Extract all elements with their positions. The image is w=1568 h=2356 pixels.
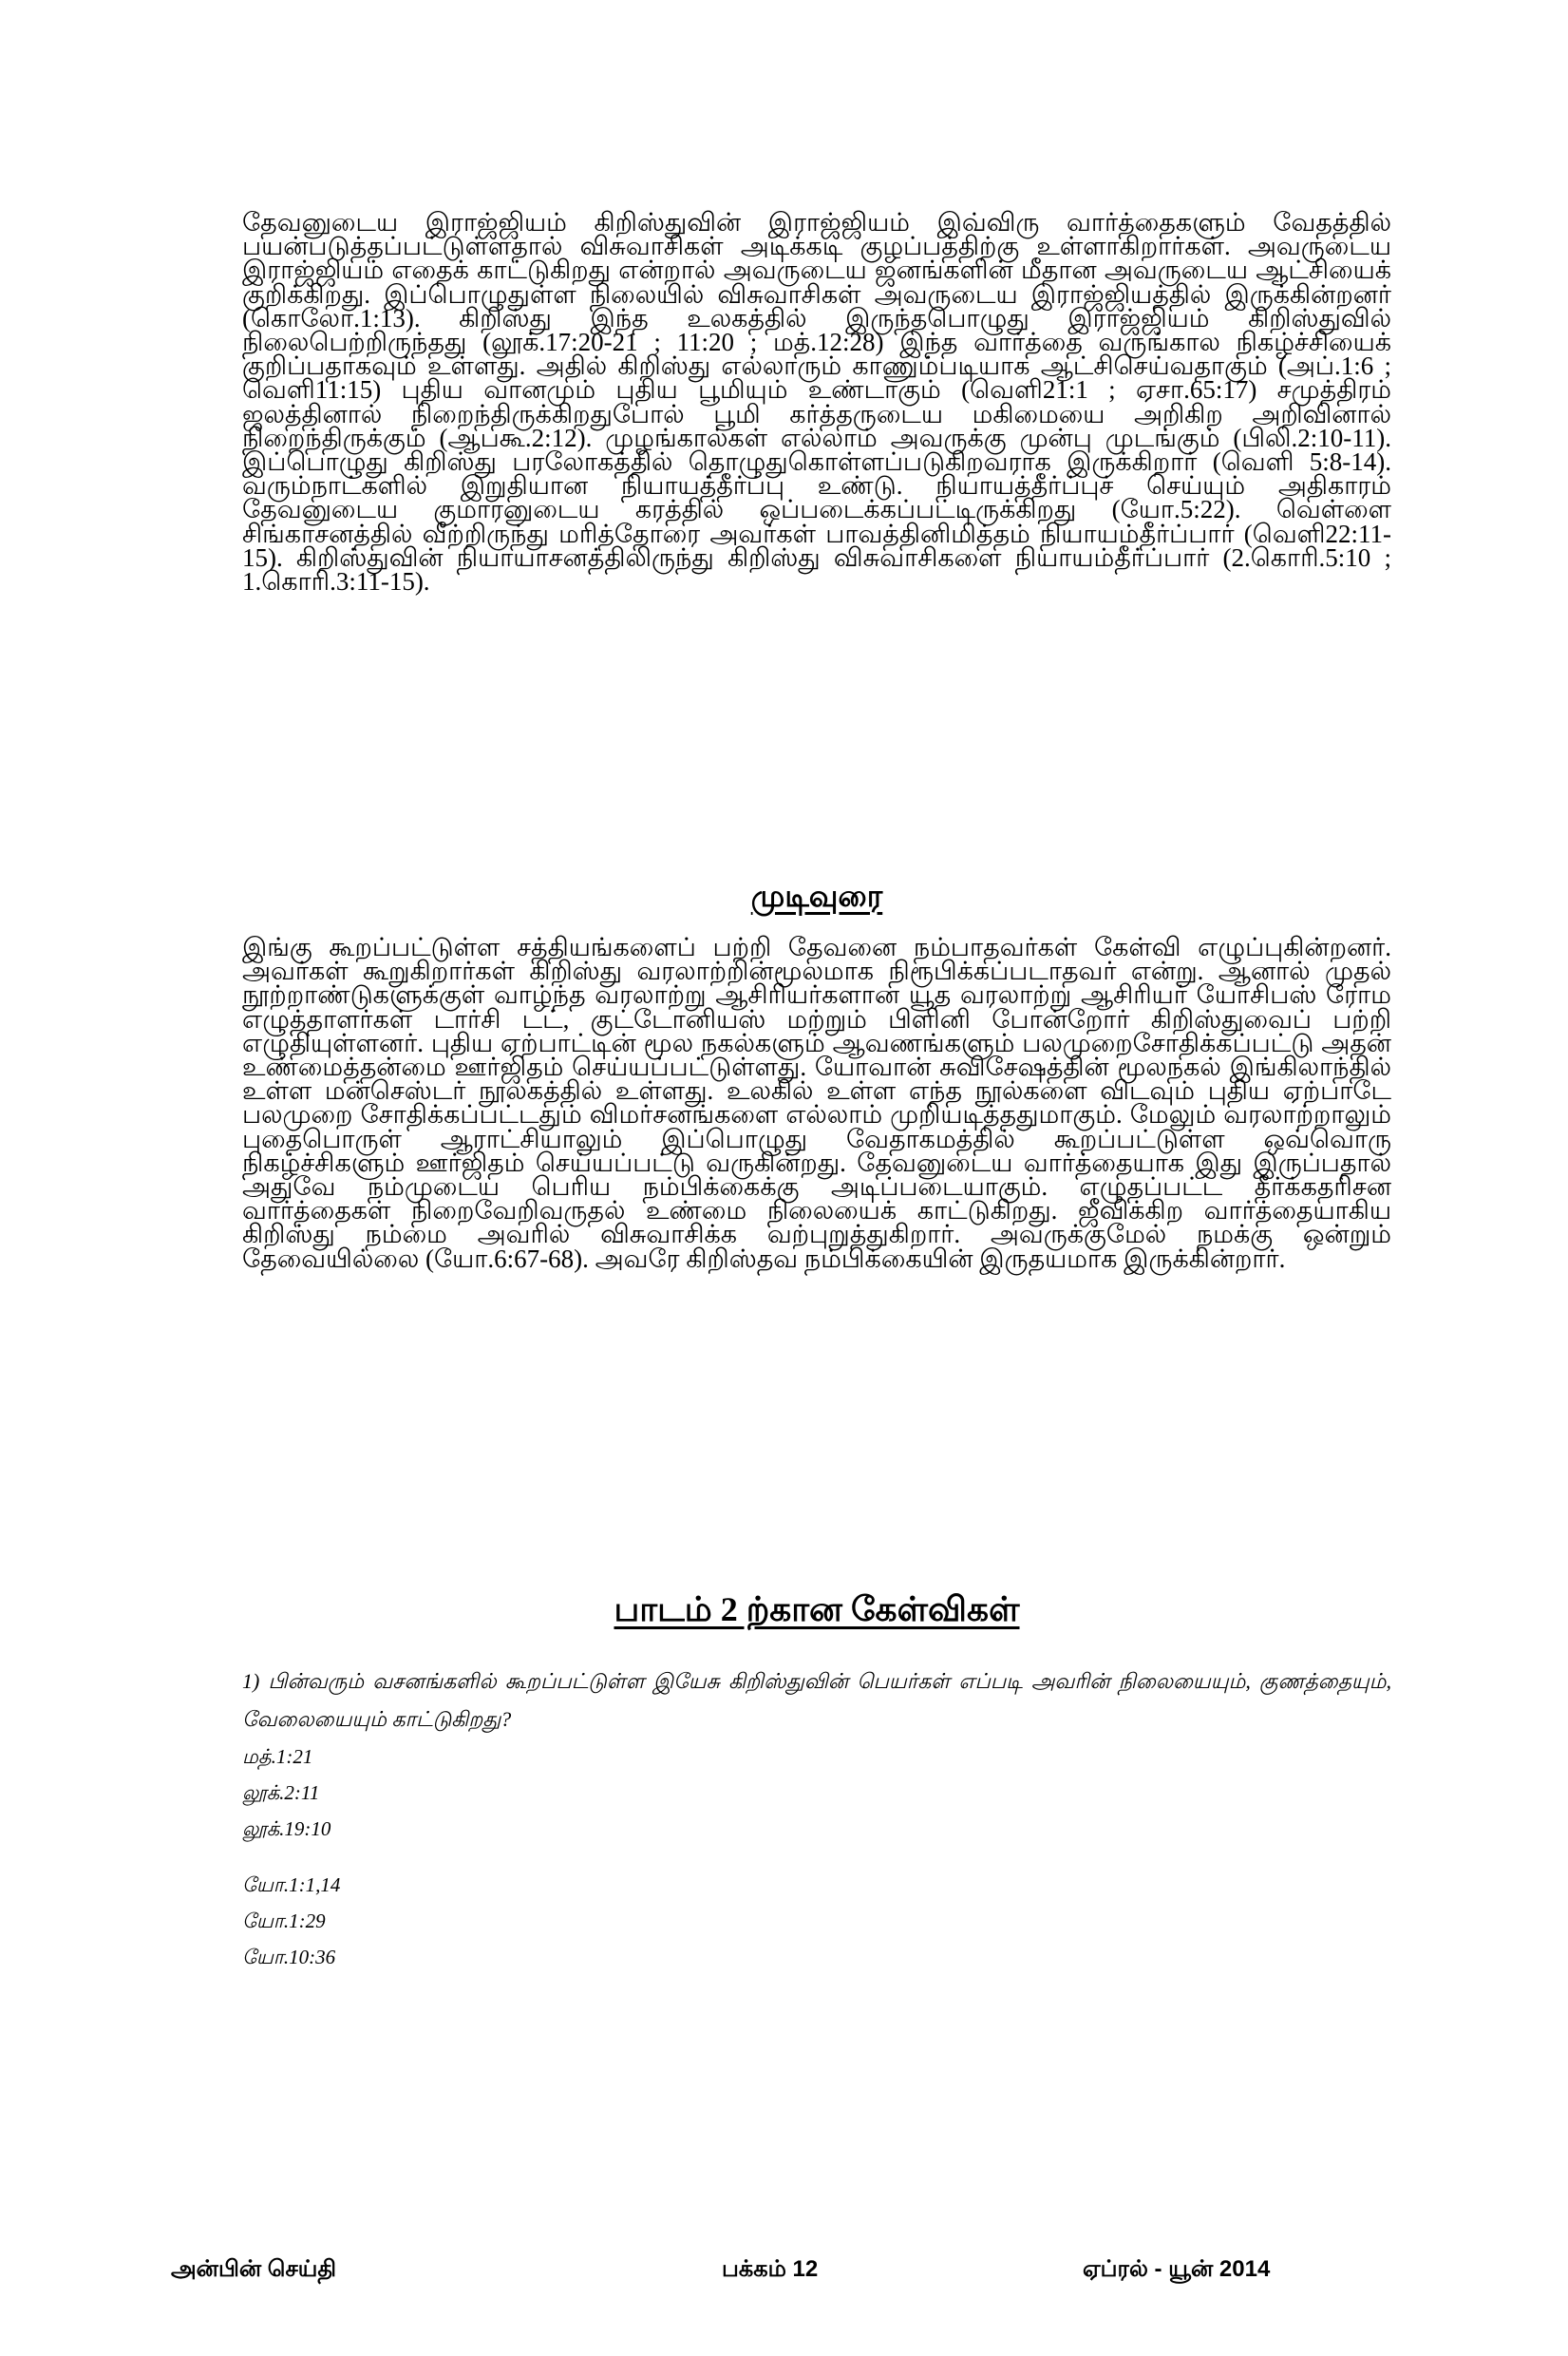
reference-item: யோ.10:36 bbox=[242, 1946, 336, 1968]
body-paragraph-kingdom: தேவனுடைய இராஜ்ஜியம் கிறிஸ்துவின் இராஜ்ஜியம் இவ்விரு வார்த்தைகளும் வேதத்தில் பயன்படுத்தப்பட்டுள்ளதால் விசுவாசிகள் அடிக்கடி குழப்பத்திற்கு உள்ளாகிறார்கள். அவருடைய இராஜ்ஜியம் எதைக் காட்டுகிறது என்றால் அவருடைய ஜனங்களின் மீதான அவருடைய ஆட்சியைக் குறிக்கிறது. இப்பொழுதுள்ள நிலையில் விசுவாசிகள் அவருடைய இராஜ்ஜியத்தில் இருக்கின்றனர் (கொலோ.1:13). கிறிஸ்து இந்த உலகத்தில் இருந்தபொழுது இராஜ்ஜியம் கிறிஸ்துவில் நிலைபெற்றிருந்தது (லூக்.17:20-21 ; 11:20 ; மத்.12:28) இந்த வார்த்தை வருங்கால நிகழ்ச்சியைக் குறிப்பதாகவும் உள்ளது. அதில் கிறிஸ்து எல்லாரும் காணும்படியாக ஆட்சிசெய்வதாகும் (அப்.1:6 ; வெளி11:15) புதிய வானமும் புதிய பூமியும் உண்டாகும் (வெளி21:1 ; ஏசா.65:17) சமுத்திரம் ஜலத்தினால் நிறைந்திருக்கிறதுபோல் பூமி கர்த்தருடைய மகிமையை அறிகிற அறிவினால் நிறைந்திருக்கும் (ஆபகூ.2:12). முழங்கால்கள் எல்லாம் அவருக்கு முன்பு முடங்கும் (பிலி.2:10-11). இப்பொழுது கிறிஸ்து பரலோகத்தில் தொழுதுகொள்ளப்படுகிறவராக இருக்கிறார் (வெளி 5:8-14). வரும்நாட்களில் இறுதியான நியாயத்தீர்ப்பு உண்டு. நியாயத்தீர்ப்புச் செய்யும் அதிகாரம் தேவனுடைய குமாரனுடைய கரத்தில் ஒப்படைக்கப்பட்டிருக்கிறது (யோ.5:22). வெள்ளை சிங்காசனத்தில் வீற்றிருந்து மரித்தோரை அவர்கள் பாவத்தினிமித்தம் நியாயம்தீர்ப்பார் (வெளி22:11-15). கிறிஸ்துவின் நியாயாசனத்திலிருந்து கிறிஸ்து விசுவாசிகளை நியாயம்தீர்ப்பார் (2.கொரி.5:10 ; 1.கொரி.3:11-15). bbox=[242, 208, 1391, 597]
footer-page-number: பக்கம் 12 bbox=[722, 2256, 819, 2282]
reference-item: லூக்.2:11 bbox=[242, 1781, 320, 1804]
question-1: 1) பின்வரும் வசனங்களில் கூறப்பட்டுள்ள இயேசு கிறிஸ்துவின் பெயர்கள் எப்படி அவரின் நிலையையும், குணத்தையும், வேலையையும் காட்டுகிறது? bbox=[242, 1669, 1391, 1731]
body-paragraph-conclusion: இங்கு கூறப்பட்டுள்ள சத்தியங்களைப் பற்றி தேவனை நம்பாதவர்கள் கேள்வி எழுப்புகின்றனர். அவர்கள் கூறுகிறார்கள் கிறிஸ்து வரலாற்றின்மூலமாக நிரூபிக்கப்படாதவர் என்று. ஆனால் முதல் நூற்றாண்டுகளுக்குள் வாழ்ந்த வரலாற்று ஆசிரியர்களான யூத வரலாற்று ஆசிரியர் யோசிபஸ் ரோம எழுத்தாளர்கள் டார்சி டட், குட்டோனியஸ் மற்றும் பிளினி போன்றோர் கிறிஸ்துவைப் பற்றி எழுதியுள்ளனர். புதிய ஏற்பாட்டின் மூல நகல்களும் ஆவணங்களும் பலமுறைசோதிக்கப்பட்டு அதன் உண்மைத்தன்மை ஊர்ஜிதம் செய்யப்பட்டுள்ளது. யோவான் சுவிசேஷத்தின் மூலநகல் இங்கிலாந்தில் உள்ள மன்செஸ்டர் நூலகத்தில் உள்ளது. உலகில் உள்ள எந்த நூல்களை விடவும் புதிய ஏற்பாடே பலமுறை சோதிக்கப்பட்டதும் விமர்சனங்களை எல்லாம் முறியடித்ததுமாகும். மேலும் வரலாற்றாலும் புதைபொருள் ஆராட்சியாலும் இப்பொழுது வேதாகமத்தில் கூறப்பட்டுள்ள ஒவ்வொரு நிகழ்ச்சிகளும் ஊர்ஜிதம் செய்யப்பட்டு வருகின்றது. தேவனுடைய வார்த்தையாக இது இருப்பதால் அதுவே நம்முடைய பெரிய நம்பிக்கைக்கு அடிப்படையாகும். எழுதப்பட்ட தீர்க்கதரிசன வார்த்தைகள் நிறைவேறிவருதல் உண்மை நிலையைக் காட்டுகிறது. ஜீவிக்கிற வார்த்தையாகிய கிறிஸ்து நம்மை அவரில் விசுவாசிக்க வற்புறுத்துகிறார். அவருக்குமேல் நமக்கு ஒன்றும் தேவையில்லை (யோ.6:67-68). அவரே கிறிஸ்தவ நம்பிக்கையின் இருதயமாக இருக்கின்றார். bbox=[242, 933, 1391, 1273]
reference-item: யோ.1:1,14 bbox=[242, 1873, 341, 1896]
reference-list-1 bbox=[242, 1738, 331, 1847]
section-heading-questions: பாடம் 2 ற்கான கேள்விகள் bbox=[614, 1590, 1020, 1628]
reference-item: யோ.1:29 bbox=[242, 1910, 326, 1932]
footer-issue-date: ஏப்ரல் - யூன் 2014 bbox=[1083, 2256, 1271, 2282]
reference-item: மத்.1:21 bbox=[242, 1745, 313, 1768]
section-heading-conclusion: முடிவுரை bbox=[750, 879, 883, 913]
reference-list-2 bbox=[242, 1867, 340, 1975]
footer-publication-title: அன்பின் செய்தி bbox=[171, 2256, 336, 2282]
reference-item: லூக்.19:10 bbox=[242, 1817, 331, 1840]
